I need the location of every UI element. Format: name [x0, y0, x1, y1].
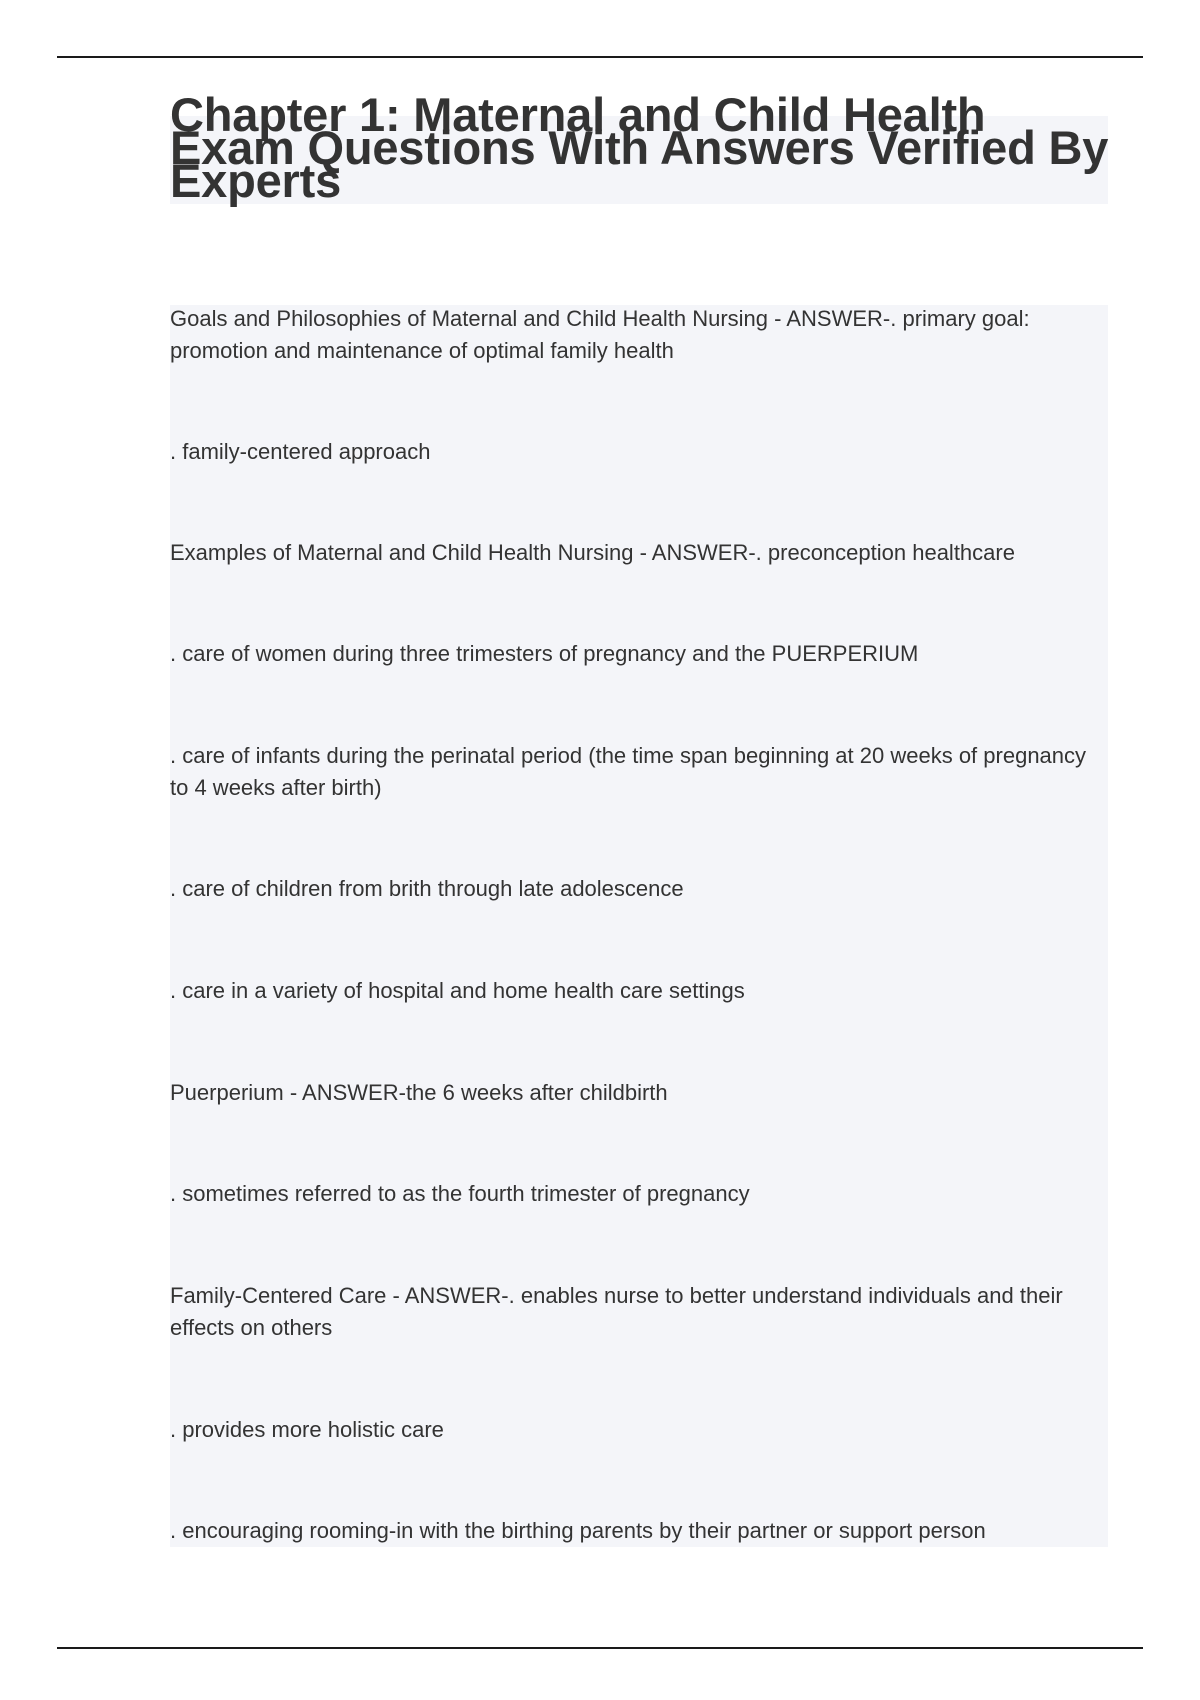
qa-entry-fourth-trimester: . sometimes referred to as the fourth trimester of pregnancy	[170, 1181, 750, 1206]
qa-entry-rooming-in: . encouraging rooming-in with the birthing parents by their partner or support person	[170, 1518, 986, 1543]
qa-entry-examples: Examples of Maternal and Child Health Nursing - ANSWER-. preconception healthcare	[170, 540, 1015, 565]
qa-entry-family-centered-approach: . family-centered approach	[170, 439, 431, 464]
content-highlight	[170, 305, 1108, 1547]
document-title: Chapter 1: Maternal and Child Health Exam Questions With Answers Verified By Experts	[170, 88, 1109, 207]
qa-entry-perinatal: . care of infants during the perinatal period (the time span beginning at 20 weeks of pregnancy to 4 weeks after birth)	[170, 743, 1093, 800]
qa-entry-children: . care of children from brith through late adolescence	[170, 876, 684, 901]
qa-entry-family-centered-care: Family-Centered Care - ANSWER-. enables nurse to better understand individuals and their effects on others	[170, 1283, 1069, 1340]
top-rule	[57, 56, 1143, 58]
bottom-rule	[57, 1647, 1143, 1649]
qa-entry-trimesters: . care of women during three trimesters of pregnancy and the PUERPERIUM	[170, 641, 919, 666]
qa-entry-puerperium: Puerperium - ANSWER-the 6 weeks after childbirth	[170, 1080, 668, 1105]
qa-entry-goals: Goals and Philosophies of Maternal and Child Health Nursing - ANSWER-. primary goal: promotion and maintenance of optimal family health	[170, 306, 1036, 363]
qa-entry-settings: . care in a variety of hospital and home health care settings	[170, 978, 745, 1003]
qa-entry-holistic-care: . provides more holistic care	[170, 1417, 444, 1442]
